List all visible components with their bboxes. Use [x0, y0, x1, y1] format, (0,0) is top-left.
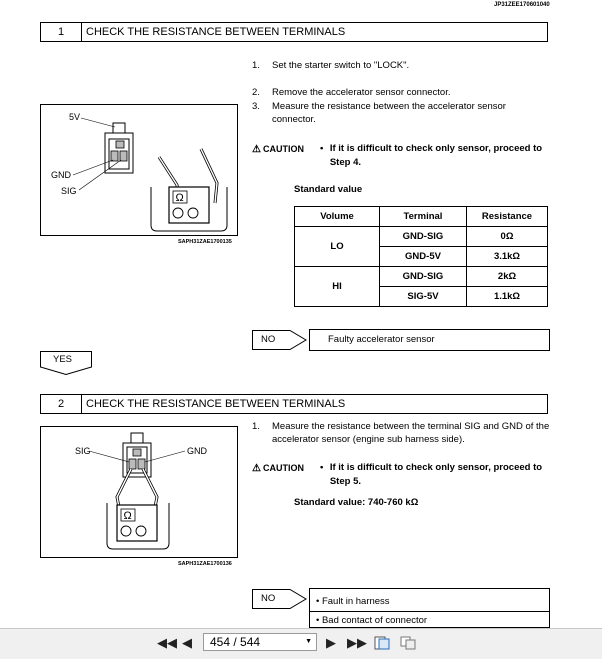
- step-2-header: [40, 394, 548, 414]
- label-5v: 5V: [69, 112, 81, 122]
- page-indicator: 454 / 544: [210, 635, 261, 649]
- cell-resistance: 1.1kΩ: [467, 287, 548, 307]
- next-page-icon[interactable]: ▶: [326, 635, 336, 650]
- yes-branch-1: [40, 351, 92, 375]
- connector-diagram: [41, 427, 237, 557]
- warning-icon: ⚠: [252, 463, 261, 474]
- chevron-down-icon[interactable]: ▼: [305, 638, 312, 645]
- no-branch-2: [252, 589, 308, 609]
- connector-figure-2: [40, 426, 238, 558]
- layout-icon[interactable]: [400, 636, 416, 650]
- table-row: [295, 227, 548, 247]
- first-page-icon[interactable]: ◀◀: [157, 635, 177, 650]
- header-terminal: Terminal: [380, 207, 467, 227]
- label-sig: SIG: [75, 446, 91, 456]
- step-title: CHECK THE RESISTANCE BETWEEN TERMINALS: [86, 398, 346, 410]
- standard-value-label: Standard value: [294, 184, 363, 195]
- yes-label: YES: [53, 354, 73, 365]
- connector-figure-1: [40, 104, 238, 236]
- step-number: 1: [41, 23, 82, 41]
- instruction-2: 2. Remove the accelerator sensor connector.: [252, 87, 451, 98]
- prev-page-icon[interactable]: ◀: [182, 635, 192, 650]
- cell-terminal: SIG-5V: [380, 287, 467, 307]
- step-title: CHECK THE RESISTANCE BETWEEN TERMINALS: [86, 26, 346, 38]
- caution-1: ⚠ CAUTION: [252, 144, 304, 155]
- no-label: NO: [261, 334, 276, 345]
- caution-2: ⚠ CAUTION: [252, 463, 304, 474]
- result-item: • Bad contact of connector: [310, 611, 549, 630]
- ohm-symbol: Ω: [123, 510, 132, 522]
- last-page-icon[interactable]: ▶▶: [347, 635, 367, 650]
- result-box-2: [309, 588, 550, 628]
- cell-terminal: GND-5V: [380, 247, 467, 267]
- header-volume: Volume: [295, 207, 380, 227]
- document-id: JP31ZEE170601040: [494, 2, 550, 8]
- label-gnd: GND: [51, 170, 71, 180]
- header-resistance: Resistance: [467, 207, 548, 227]
- no-label: NO: [261, 593, 276, 604]
- figure-code-2: SAPH31ZAE1700136: [178, 561, 232, 567]
- figure-code-1: SAPH31ZAE1700135: [178, 239, 232, 245]
- result-box-1: [309, 329, 550, 351]
- cell-terminal: GND-SIG: [380, 227, 467, 247]
- instruction-1: 1. Set the starter switch to "LOCK".: [252, 60, 410, 71]
- step-number: 2: [41, 395, 82, 413]
- warning-icon: ⚠: [252, 144, 261, 155]
- ohm-symbol: Ω: [175, 192, 184, 204]
- pdf-viewer-toolbar: [0, 628, 602, 659]
- label-gnd: GND: [187, 446, 207, 456]
- result-item: • Fault in harness: [316, 596, 390, 607]
- caution-note-1: • If it is difficult to check only sensor, proceed to Step 4.: [320, 143, 543, 168]
- step-1-header: [40, 22, 548, 42]
- fit-page-icon[interactable]: [374, 636, 390, 650]
- caution-note-2: • If it is difficult to check only sensor, proceed to Step 5.: [320, 462, 543, 487]
- cell-resistance: 3.1kΩ: [467, 247, 548, 267]
- page-number-input[interactable]: [203, 633, 317, 651]
- label-sig: SIG: [61, 186, 77, 196]
- instruction-1: 1. Measure the resistance between the terminal SIG and GND of the accelerator sensor (engine sub harness side).: [252, 421, 550, 445]
- cell-terminal: GND-SIG: [380, 267, 467, 287]
- cell-resistance: 0Ω: [467, 227, 548, 247]
- cell-resistance: 2kΩ: [467, 267, 548, 287]
- instruction-3: 3. Measure the resistance between the accelerator sensor connector.: [252, 101, 506, 125]
- standard-value: Standard value: 740-760 kΩ: [294, 497, 419, 508]
- resistance-table: [294, 206, 548, 307]
- table-row: [295, 267, 548, 287]
- no-branch-1: [252, 330, 308, 350]
- cell-volume: HI: [295, 267, 380, 307]
- cell-volume: LO: [295, 227, 380, 267]
- result-text: Faulty accelerator sensor: [328, 334, 435, 345]
